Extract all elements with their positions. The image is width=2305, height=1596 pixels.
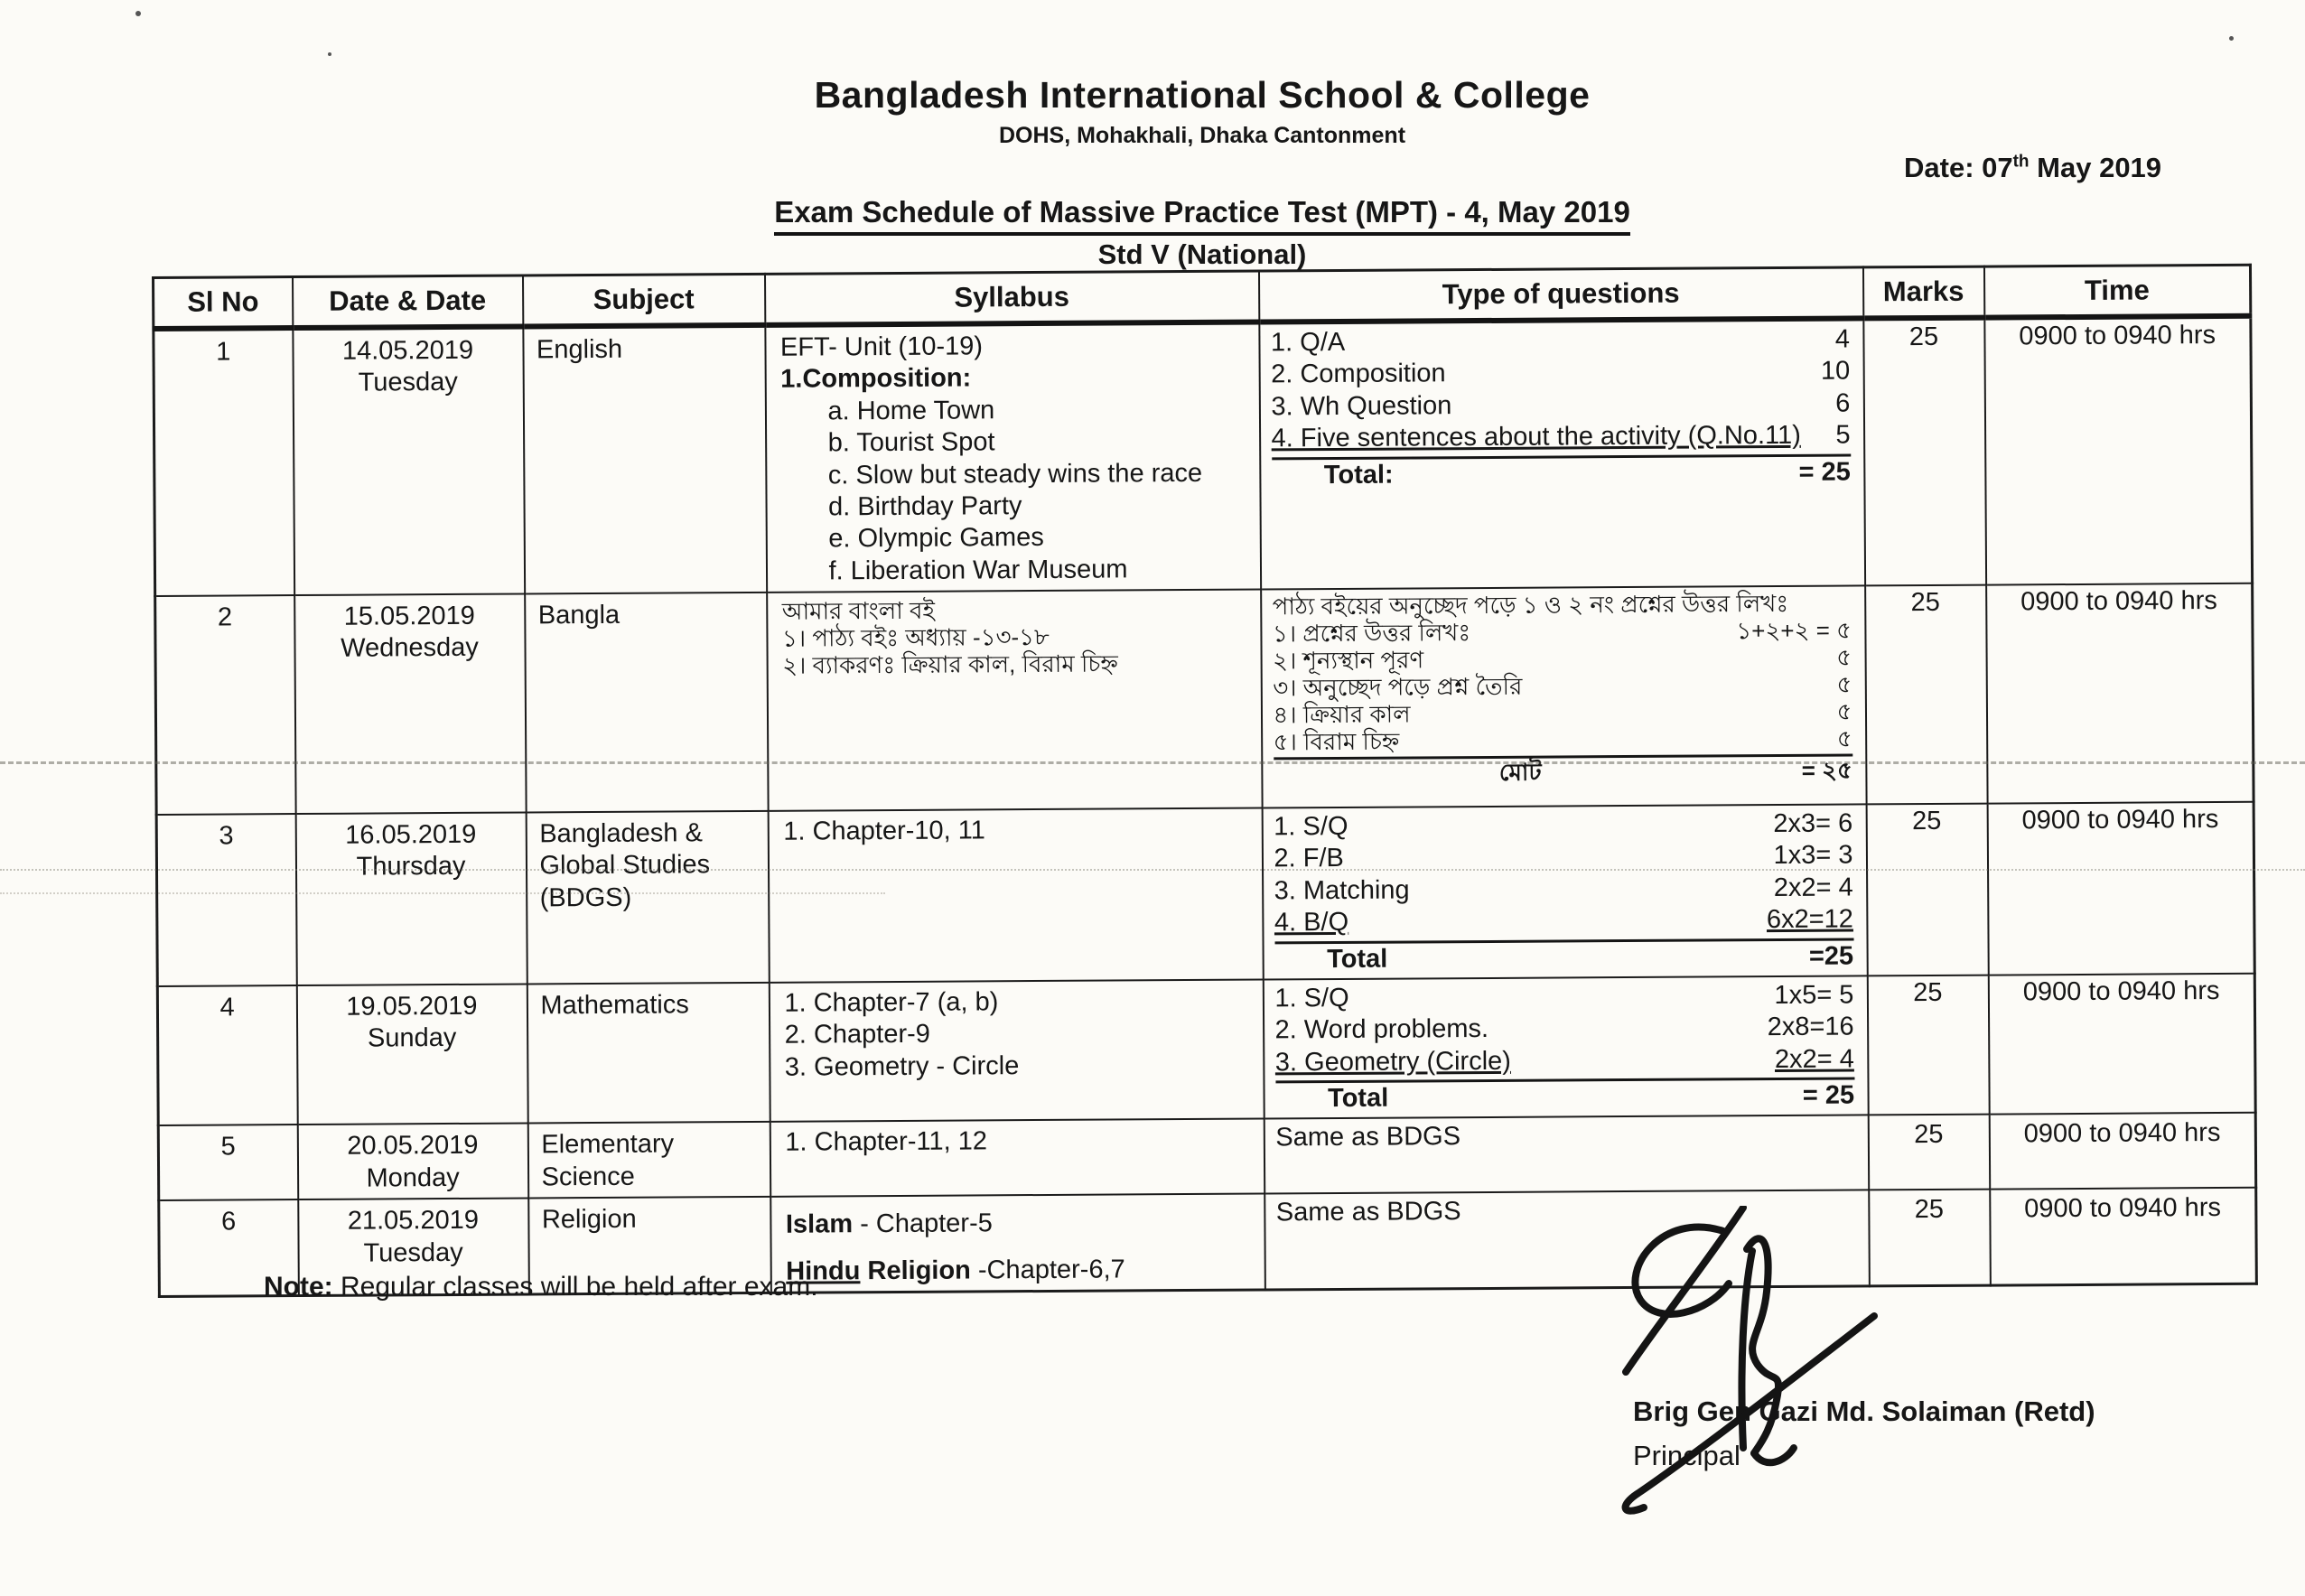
cell-sl: 2 [155,595,295,815]
total-value: = ২৫ [1801,756,1852,784]
cell-subject: Religion [528,1197,771,1294]
signatory-role: Principal [1633,1440,1740,1471]
hindu-label: Hindu [786,1255,861,1286]
question-value: 6x2=12 [1766,904,1853,935]
syllabus-line: ১। পাঠ্য বইঃ অধ্যায় -১৩-১৮ [781,622,1050,652]
table-row-elementary-science [158,1113,2255,1200]
question-value: 4 [1834,324,1851,354]
cell-marks: 25 [1867,975,1989,1115]
question-label: ৩। অনুচ্ছেদ পড়ে প্রশ্ন তৈরি [1273,672,1523,702]
issue-date [1904,152,2161,184]
question-value: 5 [1835,420,1851,450]
scan-speck [2229,36,2234,41]
cell-syllabus [770,1194,1265,1293]
question-item [1273,617,1852,648]
question-label: Same as BDGS [1275,1122,1461,1153]
cell-date [295,812,527,985]
syllabus-line: 1. Chapter-10, 11 [783,816,985,846]
syllabus-line: e. Olympic Games [828,523,1044,554]
cell-sl: 3 [156,814,296,986]
school-name: Bangladesh International School & College [814,74,1591,116]
question-label: ৫। বিরাম চিহ্ন [1273,727,1400,756]
question-label: ৪। ক্রিয়ার কাল [1273,700,1411,729]
question-value: ৫ [1836,697,1852,725]
question-item [1271,324,1850,359]
question-item [1274,808,1852,844]
exam-day: Wednesday [341,633,479,664]
question-label: 4. Five sentences about the activity (Q.No.11) [1271,420,1801,453]
scan-speck [328,52,331,56]
question-value: ৫ [1836,643,1852,671]
cell-syllabus [769,979,1264,1122]
question-item [1275,1119,1854,1154]
cell-marks: 25 [1866,804,1988,976]
exam-day: Monday [366,1162,460,1193]
cell-syllabus [770,1119,1264,1197]
total-value: = 25 [1798,457,1851,487]
header-marks: Marks [1862,266,1983,318]
question-item [1274,979,1853,1014]
cell-sl: 4 [157,985,297,1125]
cell-sl: 6 [159,1199,299,1296]
hindu-religion-label: Religion [860,1255,971,1285]
syllabus-line: EFT- Unit (10-19) [779,331,984,362]
cell-subject: Bangla [525,593,768,813]
question-item [1274,904,1853,944]
question-intro: পাঠ্য বইয়ের অনুচ্ছেদ পড়ে ১ ও ২ নং প্রশ্নের উত্তর লিখঃ [1272,589,1789,621]
cell-date [293,326,525,595]
cell-time: 0900 to 0940 hrs [1984,316,2253,585]
question-value: 1x3= 3 [1773,840,1853,871]
question-label: ১। প্রশ্নের উত্তর লিখঃ [1272,619,1471,648]
cell-syllabus [767,590,1262,811]
question-label: ২। শূন্যস্থান পূরণ [1273,646,1424,675]
table-row-english [154,316,2253,596]
question-label: 4. B/Q [1274,908,1349,938]
syllabus-line: আমার বাংলা বই [781,596,936,625]
question-value: 2x2= 4 [1774,1044,1854,1074]
cell-sl: 1 [154,328,294,596]
cell-questions [1262,804,1867,979]
islam-label: Islam [785,1209,854,1239]
cell-questions [1259,318,1865,589]
question-label: 2. F/B [1274,844,1344,873]
exam-date: 19.05.2019 [346,991,478,1022]
school-address: DOHS, Mohakhali, Dhaka Cantonment [998,123,1406,148]
note-text: Regular classes will be held after exam. [332,1272,818,1302]
question-value: 2x3= 6 [1773,808,1853,839]
question-label: 1. S/Q [1274,811,1348,842]
question-total [1272,456,1851,491]
question-label: 2. Composition [1271,359,1446,389]
total-value: = 25 [1802,1080,1855,1110]
header-type-of-questions: Type of questions [1258,267,1862,322]
cell-time: 0900 to 0940 hrs [1988,974,2255,1115]
header-date: Date & Date [293,275,523,328]
question-value: ৫ [1836,724,1852,752]
cell-marks: 25 [1865,585,1987,805]
header-sl-no: Sl No [154,277,293,329]
syllabus-line: d. Birthday Party [827,490,1022,522]
exam-day: Tuesday [358,368,458,397]
exam-date: 15.05.2019 [343,601,475,631]
question-item [1271,356,1850,391]
question-item [1274,725,1852,761]
question-item [1274,840,1852,875]
exam-date: 21.05.2019 [347,1205,480,1236]
question-value: 10 [1820,356,1851,387]
cell-time: 0900 to 0940 hrs [1990,1188,2257,1285]
date-rest: May 2019 [2029,152,2162,183]
question-label: 2. Word problems. [1274,1014,1489,1045]
cell-time: 0900 to 0940 hrs [1986,583,2254,804]
question-label: 1. Q/A [1270,327,1346,358]
question-value: ৫ [1836,670,1852,698]
cell-questions [1261,585,1866,807]
cell-questions [1264,1190,1870,1290]
question-item [1273,698,1852,729]
total-value: =25 [1808,941,1854,971]
cell-date [297,1124,528,1199]
cell-time: 0900 to 0940 hrs [1987,802,2254,975]
syllabus-line: c. Slow but steady wins the race [827,458,1203,490]
date-ordinal-suffix: th [2012,152,2030,172]
cell-marks: 25 [1863,318,1986,586]
exam-day: Sunday [367,1023,457,1053]
cell-questions [1263,975,1868,1119]
header-subject: Subject [523,274,765,326]
syllabus-line: ২। ব্যাকরণঃ ক্রিয়ার কাল, বিরাম চিহ্ন [782,649,1118,679]
question-item [1273,644,1852,675]
syllabus-line: 1. Chapter-11, 12 [785,1126,988,1158]
total-label: Total: [1323,460,1394,490]
question-total [1275,1080,1854,1115]
signatory-name: Brig Gen Gazi Md. Solaiman (Retd) [1633,1395,2095,1427]
cell-date [296,984,527,1125]
syllabus-line: a. Home Town [827,396,995,426]
question-item [1271,387,1850,423]
header-time: Time [1983,265,2250,317]
question-label: Same as BDGS [1275,1197,1461,1227]
question-item [1276,1194,1855,1229]
syllabus-line-hindu [786,1253,1256,1288]
exam-date: 16.05.2019 [345,819,477,850]
cell-subject: Mathematics [527,983,770,1124]
syllabus-line: 1. Chapter-7 (a, b) [784,987,999,1018]
date-prefix: Date: 07 [1904,152,2013,183]
question-total [1274,757,1852,788]
syllabus-line: f. Liberation War Museum [828,555,1128,586]
syllabus-line: 2. Chapter-9 [784,1020,930,1050]
cell-marks: 25 [1868,1115,1990,1190]
exam-schedule-table [152,264,2258,1298]
footer-note [264,1272,818,1302]
syllabus-line-islam [786,1199,1256,1242]
cell-subject: Elementary Science [527,1122,770,1198]
islam-chapter: - Chapter-5 [852,1209,993,1239]
question-value: 1x5= 5 [1774,980,1854,1010]
question-label: 3. Geometry (Circle) [1274,1046,1511,1078]
cell-subject: Bangladesh & Global Studies (BDGS) [526,811,769,985]
document-subtitle: Std V (National) [1097,238,1307,270]
question-item [1273,671,1852,702]
exam-date: 14.05.2019 [341,335,474,366]
cell-syllabus [768,808,1263,983]
question-label: 3. Wh Question [1271,390,1452,422]
scan-speck [135,11,141,16]
question-value: 6 [1835,388,1851,418]
syllabus-line: b. Tourist Spot [827,427,995,458]
table-row-bangla [155,583,2254,815]
cell-questions [1264,1115,1868,1194]
exam-day: Thursday [356,852,466,882]
total-label: Total [1327,944,1388,974]
total-label: মোট [1498,758,1542,786]
table-row-bdgs [156,802,2254,986]
question-item [1275,1043,1854,1083]
header-syllabus: Syllabus [764,271,1258,325]
question-item [1272,420,1851,460]
syllabus-line: 1.Composition: [780,363,972,395]
hindu-chapter: -Chapter-6,7 [970,1254,1125,1284]
question-item [1274,872,1853,907]
cell-syllabus [765,322,1261,593]
table-row-mathematics [157,974,2255,1126]
exam-day: Tuesday [363,1237,463,1268]
document-title-row [154,195,2251,236]
total-label: Total [1327,1083,1389,1114]
note-label: Note: [264,1272,333,1302]
cell-sl: 5 [158,1125,298,1200]
question-value: 2x8=16 [1767,1012,1854,1042]
cell-time: 0900 to 0940 hrs [1989,1113,2256,1190]
question-label: 1. S/Q [1274,983,1349,1013]
exam-date: 20.05.2019 [347,1131,479,1162]
cell-marks: 25 [1869,1190,1991,1286]
cell-subject: English [523,325,767,594]
question-item [1275,1012,1854,1047]
question-value: 2x2= 4 [1773,873,1853,902]
document-title: Exam Schedule of Massive Practice Test (MPT) - 4, May 2019 [774,195,1630,236]
question-total [1274,940,1853,975]
syllabus-line: 3. Geometry - Circle [784,1050,1020,1082]
cell-date [294,593,526,814]
question-value: ১+২+২ = ৫ [1736,616,1852,645]
question-label: 3. Matching [1274,875,1410,906]
